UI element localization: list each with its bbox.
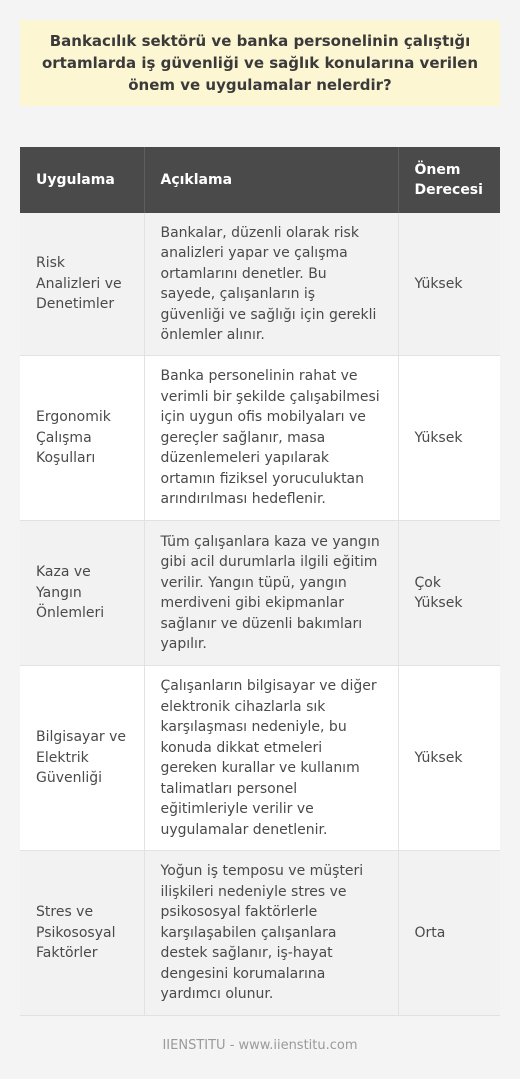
practices-table	[20, 147, 500, 1016]
table-row	[20, 521, 500, 666]
cell-onem: Yüksek	[398, 356, 500, 521]
page-title: Bankacılık sektörü ve banka personelinin çalıştığı ortamlarda iş güvenliği ve sağlık konularına verilen önem ve uygulamalar nelerdir?	[41, 32, 479, 94]
cell-onem: Yüksek	[398, 666, 500, 851]
cell-uygulama: Risk Analizleri ve Denetimler	[20, 213, 144, 356]
cell-aciklama: Bankalar, düzenli olarak risk analizleri yapar ve çalışma ortamlarını denetler. Bu sayede, çalışanların iş güvenliği ve sağlığı için gerekli önlemler alınır.	[144, 213, 398, 356]
table-row	[20, 356, 500, 521]
cell-uygulama: Kaza ve Yangın Önlemleri	[20, 521, 144, 666]
cell-onem: Çok Yüksek	[398, 521, 500, 666]
header-onem: Önem Derecesi	[398, 147, 500, 213]
table-row	[20, 213, 500, 356]
cell-onem: Yüksek	[398, 213, 500, 356]
table-row	[20, 851, 500, 1016]
footer-credit: IIENSTITU - www.iienstitu.com	[162, 1038, 358, 1053]
cell-uygulama: Bilgisayar ve Elektrik Güvenliği	[20, 666, 144, 851]
cell-uygulama: Ergonomik Çalışma Koşulları	[20, 356, 144, 521]
cell-aciklama: Çalışanların bilgisayar ve diğer elektronik cihazlarla sık karşılaşması nedeniyle, bu konuda dikkat etmeleri gereken kurallar ve kullanım talimatları personel eğitimleriyle verilir ve uygulamalar denetlenir.	[144, 666, 398, 851]
header-aciklama: Açıklama	[144, 147, 398, 213]
cell-uygulama: Stres ve Psikososyal Faktörler	[20, 851, 144, 1016]
cell-aciklama: Tüm çalışanlara kaza ve yangın gibi acil durumlarla ilgili eğitim verilir. Yangın tüpü, yangın merdiveni gibi ekipmanlar sağlanır ve düzenli bakımları yapılır.	[144, 521, 398, 666]
table-header-row	[20, 147, 500, 213]
cell-aciklama: Banka personelinin rahat ve verimli bir şekilde çalışabilmesi için uygun ofis mobilyaları ve gereçler sağlanır, masa düzenlemeleri yapılarak ortamın fiziksel yoruculuktan arındırılması hedeflenir.	[144, 356, 398, 521]
table-row	[20, 666, 500, 851]
cell-aciklama: Yoğun iş temposu ve müşteri ilişkileri nedeniyle stres ve psikososyal faktörlerle karşılaşabilen çalışanlara destek sağlanır, iş-hayat dengesini korumalarına yardımcı olunur.	[144, 851, 398, 1016]
header-uygulama: Uygulama	[20, 147, 144, 213]
cell-onem: Orta	[398, 851, 500, 1016]
title-banner	[20, 20, 500, 106]
